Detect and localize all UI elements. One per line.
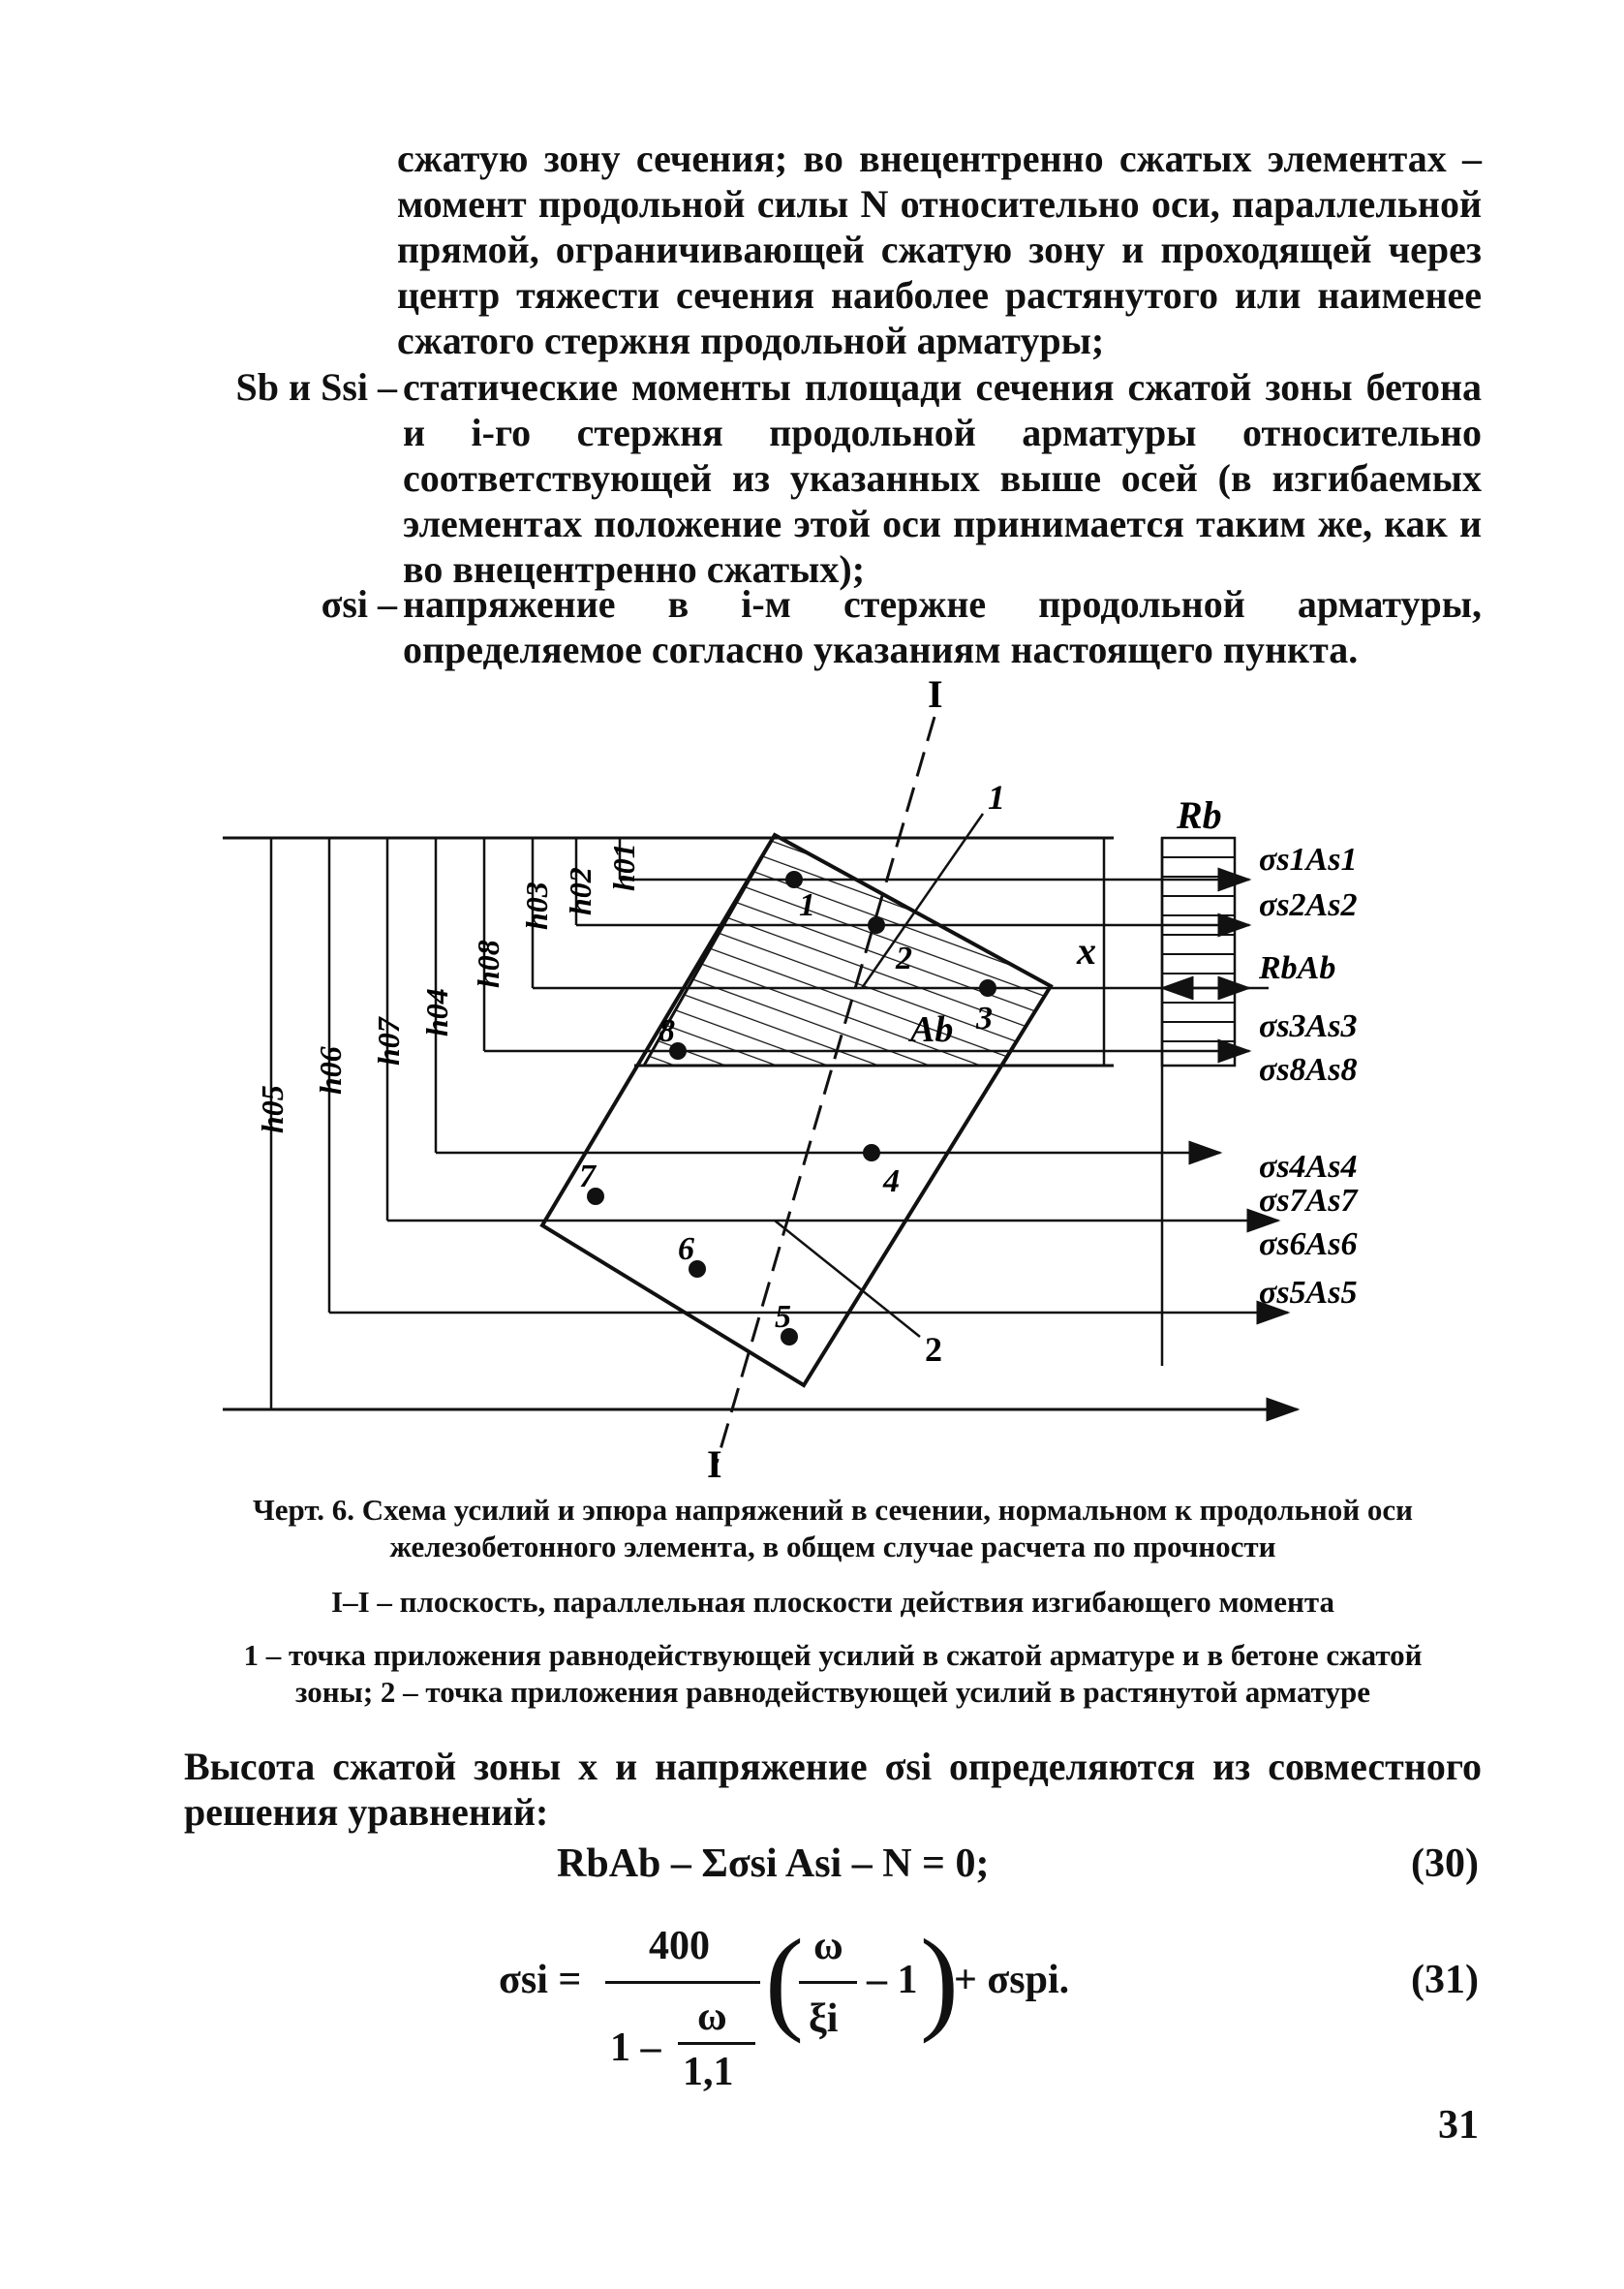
h-label: h05 [255, 1085, 290, 1133]
force-label: σs3As3 [1259, 1008, 1358, 1044]
equation-30: RbAb – Σσsi Asi – N = 0; [557, 1841, 990, 1886]
bar-label: 3 [976, 1001, 993, 1036]
h-label: h08 [471, 940, 506, 988]
eq31-paren-left: ( [765, 1915, 804, 2044]
eq31-den-fraction-bar [678, 2042, 755, 2045]
x-label: x [1077, 929, 1096, 973]
equation-30-number: (30) [1411, 1841, 1479, 1886]
equation-31-number: (31) [1411, 1958, 1479, 2002]
plane-label-bottom: I [707, 1442, 722, 1482]
term-sigma-si [184, 581, 1482, 672]
figure-caption: Черт. 6. Схема усилий и эпюра напряжений в сечении, нормальном к продольной оси железобетонного элемента, в общем случае расчета по прочности [253, 1493, 1413, 1563]
term-definition: напряжение в i-м стержне продольной арматуры, определяемое согласно указаниям настоящего пункта. [403, 582, 1482, 671]
term-sb-ssi [184, 364, 1482, 592]
eq31-den-frac-num: ω [697, 1995, 727, 2039]
term-definition: статические моменты площади сечения сжатой зоны бетона и i-го стержня продольной арматуры относительно соответствующей из указанных выше осей (в изгибаемых элементах положение этой оси принимается таким же, как и во внецентренно сжатых); [403, 365, 1482, 591]
eq31-den-frac-den: 1,1 [683, 2050, 734, 2094]
h-label: h01 [606, 843, 641, 891]
ab-label: Ab [910, 1009, 954, 1050]
force-label: σs6As6 [1259, 1226, 1358, 1262]
force-label: σs7As7 [1259, 1183, 1358, 1219]
point-2-label: 2 [925, 1330, 942, 1369]
h-label: h06 [313, 1046, 348, 1095]
eq31-inner-num: ω [813, 1924, 843, 1968]
bar-label: 4 [883, 1163, 900, 1199]
bar-label: 8 [659, 1013, 675, 1049]
force-label: σs2As2 [1259, 887, 1358, 923]
eq31-tail: + σspi. [954, 1958, 1070, 2002]
rb-label: Rb [1177, 793, 1222, 837]
eq31-lhs: σsi = [499, 1958, 582, 2002]
term-symbol: Sb и Ssi – [235, 365, 397, 409]
body-paragraph: Высота сжатой зоны x и напряжение σsi определяются из совместного решения уравнений: [184, 1745, 1482, 1834]
bar-label: 2 [896, 941, 912, 976]
point-1-label: 1 [988, 778, 1005, 817]
figure-legend-1: I–I – плоскость, параллельная плоскости действия изгибающего момента [331, 1585, 1334, 1619]
page-number: 31 [1438, 2103, 1479, 2148]
bar-label: 1 [799, 887, 815, 923]
eq31-minus-one: – 1 [867, 1958, 918, 2002]
eq31-num: 400 [649, 1924, 710, 1968]
force-label: RbAb [1259, 950, 1336, 986]
term-symbol: σsi – [321, 582, 397, 626]
h-label: h02 [563, 867, 598, 915]
force-label: σs8As8 [1259, 1052, 1358, 1088]
eq31-inner-fraction-bar [799, 1981, 857, 1984]
plane-label-top: I [928, 672, 943, 716]
bar-label: 6 [678, 1231, 694, 1267]
force-label: σs5As5 [1259, 1275, 1358, 1311]
h-label: h07 [371, 1017, 406, 1066]
bar-label: 5 [775, 1299, 791, 1335]
eq31-fraction-bar [605, 1981, 760, 1984]
h-label: h04 [419, 988, 454, 1036]
section-force-diagram [194, 668, 1501, 1482]
eq31-inner-den: ξi [809, 1996, 839, 2041]
force-label: σs1As1 [1259, 842, 1358, 878]
h-label: h03 [519, 882, 554, 930]
figure-legend-2: 1 – точка приложения равнодействующей усилий в сжатой арматуре и в бетоне сжатой зоны; 2 – точка приложения равнодействующей усилий в растянутой арматуре [243, 1638, 1423, 1709]
bar-label: 7 [579, 1159, 596, 1194]
force-label: σs4As4 [1259, 1149, 1358, 1185]
eq31-den-left: 1 – [610, 2026, 661, 2070]
top-paragraph: сжатую зону сечения; во внецентренно сжатых элементах – момент продольной силы N относительно оси, параллельной прямой, ограничивающей сжатую зону и проходящей через центр тяжести сечения наиболее растянутого или наименее сжатого стержня продольной арматуры; [397, 137, 1482, 362]
eq31-paren-right: ) [920, 1915, 959, 2044]
